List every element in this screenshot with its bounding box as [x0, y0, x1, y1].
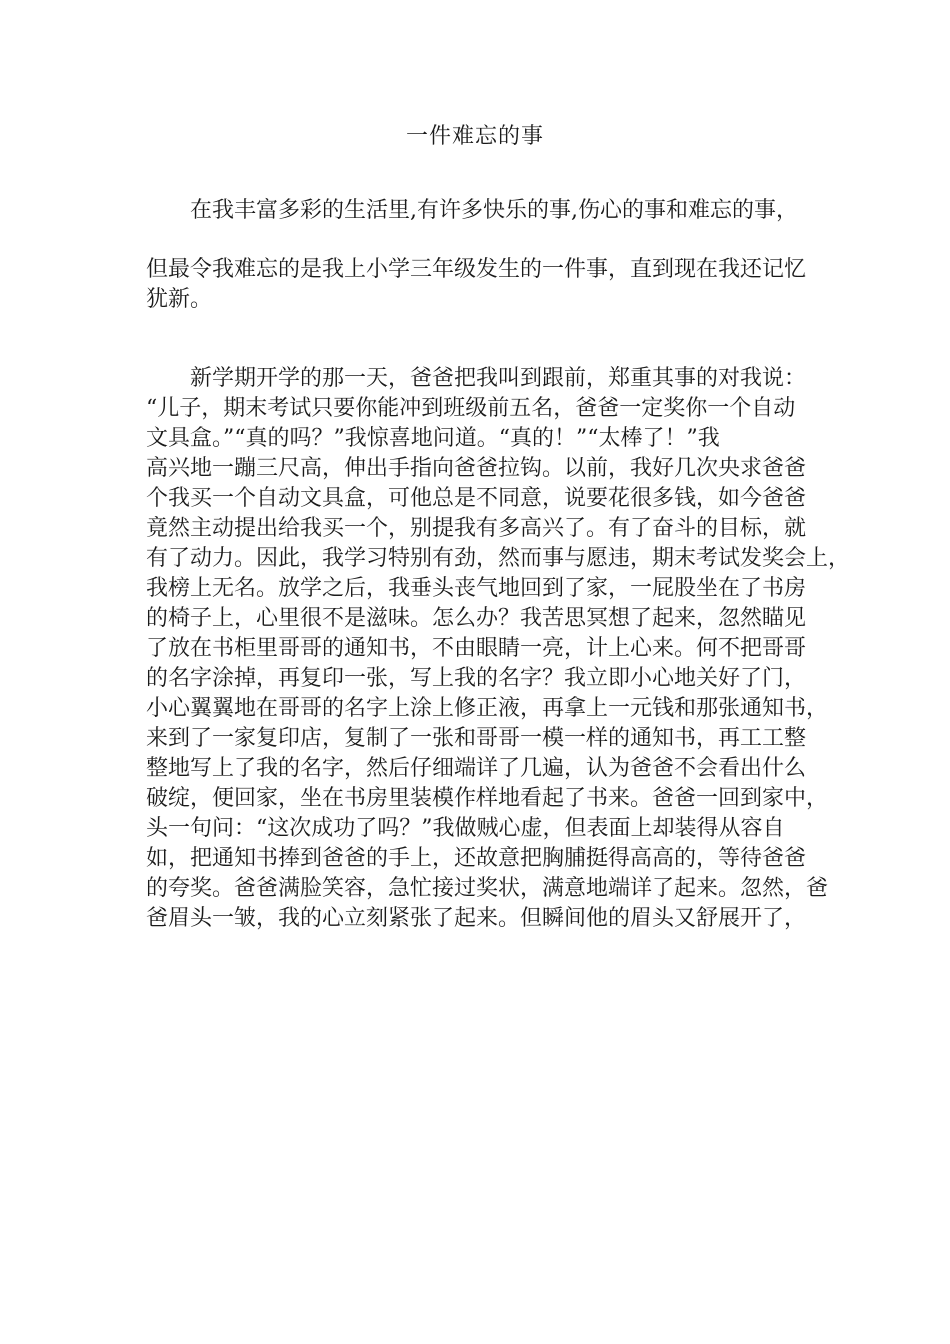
text-line: 新学期开学的那一天，爸爸把我叫到跟前，郑重其事的对我说： — [146, 366, 807, 391]
text-line: “儿子，期末考试只要你能冲到班级前五名，爸爸一定奖你一个自动 — [146, 396, 796, 421]
text-line: 整地写上了我的名字，然后仔细端详了几遍，认为爸爸不会看出什么 — [146, 756, 807, 781]
text-line: 的夸奖。爸爸满脸笑容，急忙接过奖状，满意地端详了起来。忽然，爸 — [146, 876, 829, 901]
text-line: 竟然主动提出给我买一个，别提我有多高兴了。有了奋斗的目标，就 — [146, 516, 807, 541]
text-line: 爸眉头一皱，我的心立刻紧张了起来。但瞬间他的眉头又舒展开了， — [146, 906, 807, 931]
text-line: 如，把通知书捧到爸爸的手上，还故意把胸脯挺得高高的，等待爸爸 — [146, 846, 807, 871]
text-line: 高兴地一蹦三尺高，伸出手指向爸爸拉钩。以前，我好几次央求爸爸 — [146, 456, 807, 481]
text-line: 来到了一家复印店，复制了一张和哥哥一模一样的通知书，再工工整 — [146, 726, 807, 751]
text-line: 的椅子上，心里很不是滋味。怎么办？我苦思冥想了起来，忽然瞄见 — [146, 606, 807, 631]
text-line: 在我丰富多彩的生活里,有许多快乐的事,伤心的事和难忘的事， — [146, 198, 798, 223]
text-line: 但最令我难忘的是我上小学三年级发生的一件事，直到现在我还记忆 — [146, 257, 807, 282]
text-line: 小心翼翼地在哥哥的名字上涂上修正液，再拿上一元钱和那张通知书， — [146, 696, 829, 721]
text-line: 头一句问：“这次成功了吗？”我做贼心虚，但表面上却装得从容自 — [146, 816, 785, 841]
document-title: 一件难忘的事 — [405, 124, 544, 149]
text-line: 犹新。 — [146, 287, 213, 312]
text-line: 我榜上无名。放学之后，我垂头丧气地回到了家，一屁股坐在了书房 — [146, 576, 807, 601]
text-line: 破绽，便回家，坐在书房里装模作样地看起了书来。爸爸一回到家中， — [146, 786, 829, 811]
text-line: 有了动力。因此，我学习特别有劲，然而事与愿违，期末考试发奖会上， — [146, 546, 851, 571]
text-line: 了放在书柜里哥哥的通知书，不由眼睛一亮，计上心来。何不把哥哥 — [146, 636, 807, 661]
text-line: 文具盒。”“真的吗？”我惊喜地问道。“真的！”“太棒了！”我 — [146, 426, 720, 451]
text-line: 个我买一个自动文具盒，可他总是不同意，说要花很多钱，如今爸爸 — [146, 486, 807, 511]
text-line: 的名字涂掉，再复印一张，写上我的名字？我立即小心地关好了门， — [146, 666, 807, 691]
paragraph-2 — [146, 364, 851, 934]
paragraph-1 — [146, 196, 813, 315]
